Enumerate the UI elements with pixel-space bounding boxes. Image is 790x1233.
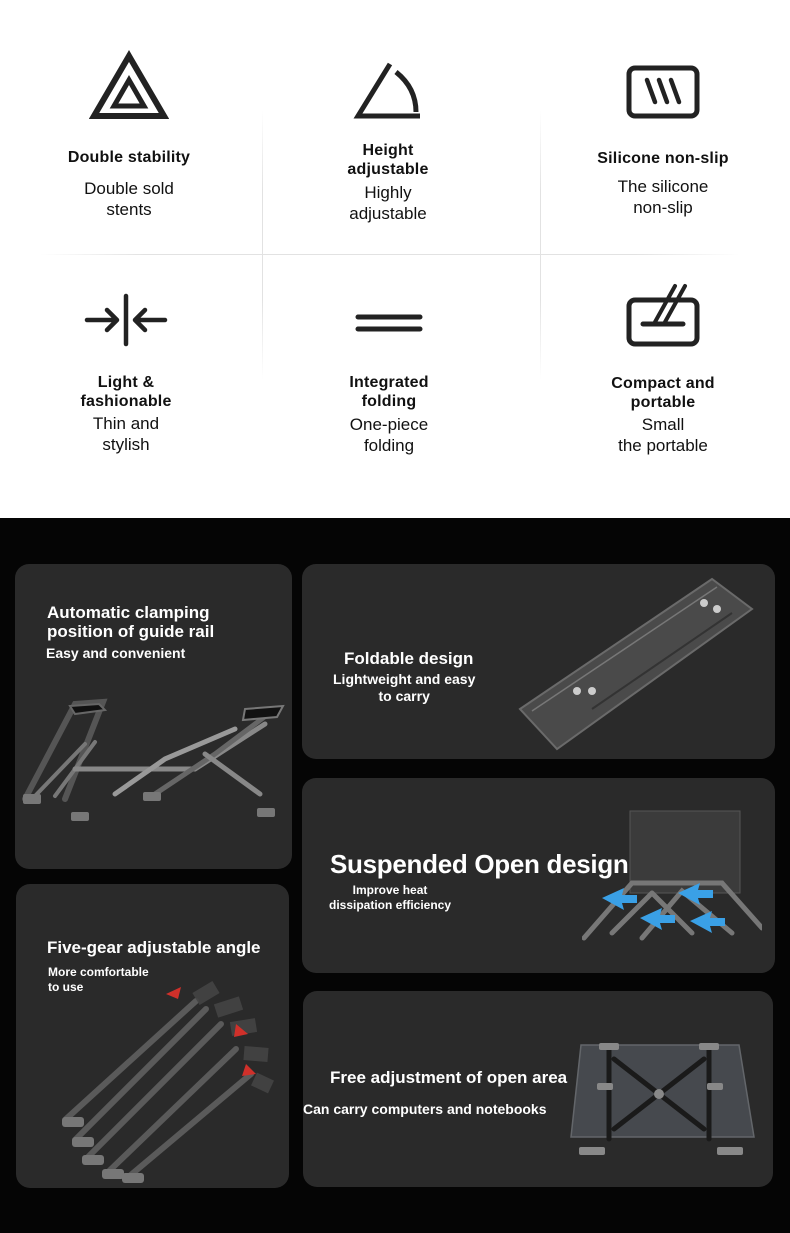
feature-height-adjustable (273, 58, 503, 224)
compact-tray-icon (625, 282, 701, 350)
card-title: Automatic clamping position of guide rail (47, 603, 215, 641)
grid-divider (40, 254, 740, 255)
feature-desc: The silicone non-slip (617, 177, 709, 217)
card-free-adjustment (303, 991, 773, 1187)
feature-desc: Double sold stents (84, 179, 174, 219)
card-foldable-design (302, 564, 775, 759)
stand-airflow-illustration (582, 803, 762, 953)
card-title: Five-gear adjustable angle (47, 938, 261, 957)
card-automatic-clamping (15, 564, 292, 869)
compress-arrows-icon (83, 292, 169, 348)
product-showcase (0, 518, 790, 1233)
feature-title: Compact and portable (611, 375, 715, 411)
feature-desc: Small the portable (618, 415, 708, 455)
feature-integrated-folding (274, 310, 504, 456)
feature-title: Silicone non-slip (597, 150, 729, 167)
feature-desc: Thin and stylish (92, 414, 160, 454)
card-title: Foldable design (344, 649, 474, 668)
card-subtitle: Can carry computers and notebooks (303, 1101, 547, 1117)
equals-lines-icon (354, 310, 424, 336)
feature-title: Height adjustable (347, 142, 429, 178)
stand-open-illustration (15, 684, 292, 834)
feature-title: Double stability (67, 149, 191, 166)
card-five-gear-angle (16, 884, 289, 1188)
card-subtitle: Improve heat dissipation efficiency (329, 883, 452, 912)
stand-angles-illustration (56, 979, 276, 1184)
grid-divider (262, 110, 263, 380)
feature-compact-portable (548, 282, 778, 456)
double-triangle-icon (89, 50, 169, 122)
feature-desc: Highly adjustable (349, 183, 427, 223)
angle-arc-icon (348, 58, 428, 122)
card-subtitle: More comfortable to use (48, 965, 149, 994)
card-subtitle: Lightweight and easy to carry (333, 671, 476, 704)
stand-folded-illustration (512, 569, 772, 759)
feature-title: Light & fashionable (80, 374, 172, 410)
feature-double-stability (14, 50, 244, 220)
grid-divider (540, 110, 541, 380)
feature-desc: One-piece folding (349, 415, 429, 455)
stand-top-view-illustration (569, 1039, 759, 1164)
card-title: Free adjustment of open area (330, 1068, 568, 1087)
feature-light-fashionable (11, 292, 241, 455)
feature-title: Integrated folding (349, 374, 429, 410)
features-grid (0, 0, 790, 518)
card-subtitle: Easy and convenient (46, 645, 186, 661)
feature-silicone-non-slip (548, 64, 778, 218)
non-slip-pad-icon (625, 64, 701, 120)
card-title: Suspended Open design (330, 849, 629, 879)
card-suspended-open-design (302, 778, 775, 973)
